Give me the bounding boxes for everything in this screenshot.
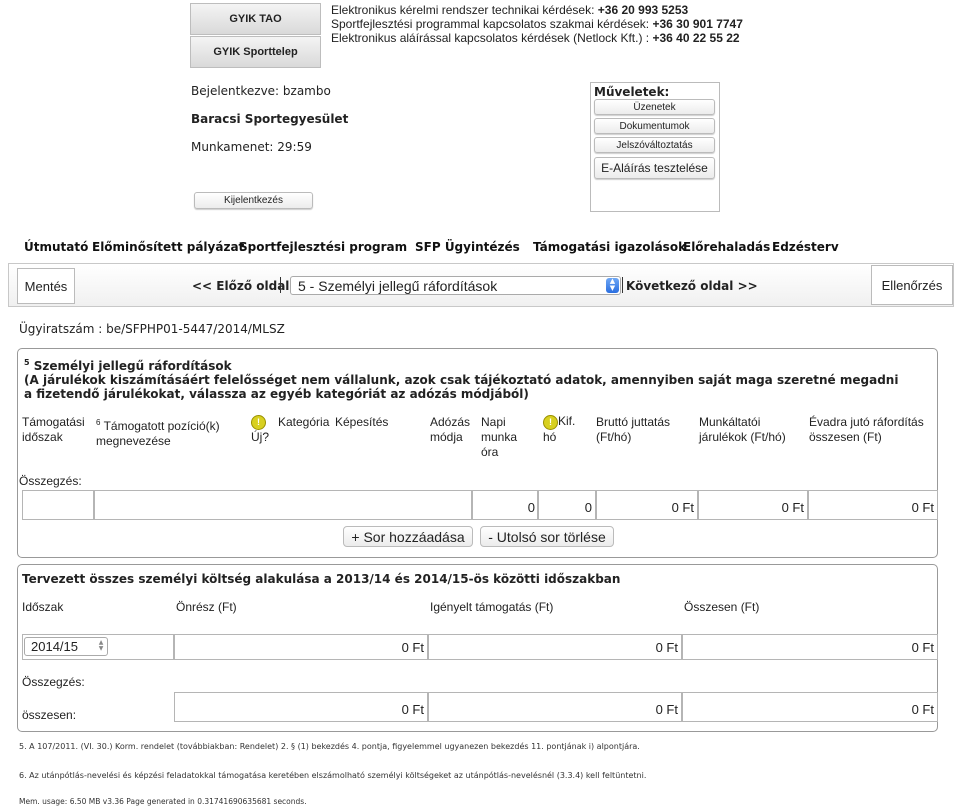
- footnote-ref: 6: [96, 418, 101, 427]
- esign-test-button[interactable]: E-Aláírás tesztelése: [594, 157, 715, 179]
- col-daily-hours: Napi munka óra: [481, 415, 518, 459]
- nav-training-plan[interactable]: Edzésterv: [772, 240, 839, 254]
- check-button[interactable]: Ellenőrzés: [871, 265, 953, 305]
- section2-title: Tervezett összes személyi költség alakulása a 2013/14 és 2014/15-ös közötti időszakban: [22, 572, 621, 586]
- summary-annual-total: 0 Ft: [911, 500, 934, 515]
- file-number: Ügyiratszám : be/SFPHP01-5447/2014/MLSZ: [19, 322, 285, 336]
- summary-months: 0: [584, 500, 592, 515]
- contact-phone: +36 40 22 55 22: [652, 31, 740, 45]
- footnote-ref: 5: [24, 358, 30, 367]
- section-note: (A járulékok kiszámításáért felelősséget nem vállalunk, azok csak tájékoztató adatok, amennyiben saját maga szeretné megadni a fizetendő járulékokat, válassza az egyéb kategóriát az adózás módjából): [24, 373, 899, 401]
- updown-arrow-icon: ▲ ▼: [98, 639, 104, 652]
- contact-label: Elektronikus kérelmi rendszer technikai kérdések:: [331, 3, 598, 17]
- requested-value: 0 Ft: [655, 640, 678, 655]
- col2-total: Összesen (Ft): [684, 600, 760, 614]
- nav-prequalified[interactable]: Előminősített pályázat: [92, 240, 245, 254]
- requested-total-value: 0 Ft: [655, 702, 678, 717]
- col-position: [96, 415, 251, 449]
- summary2-label: Összegzés:: [22, 675, 85, 689]
- contact-line-professional: [331, 17, 743, 31]
- tab-gyik-tao[interactable]: GYIK TAO: [190, 3, 321, 35]
- summary-label: Összegzés:: [19, 474, 82, 488]
- contact-phone: +36 30 901 7747: [652, 17, 743, 31]
- add-row-button[interactable]: + Sor hozzáadása: [343, 526, 473, 547]
- nav-sport-program[interactable]: Sportfejlesztési program: [239, 240, 408, 254]
- total2-label: összesen:: [22, 708, 77, 722]
- col-contributions: Munkáltatói járulékok (Ft/hó): [699, 415, 786, 444]
- documents-button[interactable]: Dokumentumok: [594, 118, 715, 134]
- contact-label: Elektronikus aláírással kapcsolatos kérdések (Netlock Kft.) :: [331, 31, 653, 45]
- prev-page-link[interactable]: << Előző oldal: [192, 279, 290, 293]
- summary-cell: [94, 490, 472, 520]
- nav-guide[interactable]: Útmutató: [24, 240, 89, 254]
- own-total-value: 0 Ft: [401, 702, 424, 717]
- footnote-6: 6. Az utánpótlás-nevelési és képzési feladatokkal támogatása keretében elszámolható személyi költségeket az utánpótlás-nevelésnél (3.3.4) kell feltüntetni.: [19, 771, 647, 780]
- grand-total-value: 0 Ft: [911, 702, 934, 717]
- summary-daily-hours: 0: [527, 500, 535, 515]
- session-timer: Munkamenet: 29:59: [191, 140, 312, 154]
- col-months-text: Kif. hó: [543, 414, 576, 444]
- logged-in-user: Bejelentkezve: bzambo: [191, 84, 331, 98]
- contact-line-technical: [331, 3, 688, 17]
- col-annual-total: Évadra jutó ráfordítás összesen (Ft): [809, 415, 924, 444]
- col-qualification: Képesítés: [335, 415, 389, 429]
- section-title: [24, 358, 232, 373]
- warning-icon[interactable]: !: [543, 415, 558, 430]
- nav-sfp-admin[interactable]: SFP Ügyintézés: [415, 240, 520, 254]
- col-new-text: Új?: [251, 430, 270, 444]
- col-months: [543, 414, 591, 445]
- summary-cell: [22, 490, 94, 520]
- divider: [622, 277, 625, 293]
- period-select[interactable]: [24, 637, 108, 656]
- period-select-value: 2014/15: [31, 639, 78, 654]
- nav-progress[interactable]: Előrehaladás: [683, 240, 771, 254]
- divider: [280, 277, 283, 293]
- contact-phone: +36 20 993 5253: [597, 3, 689, 17]
- password-change-button[interactable]: Jelszóváltoztatás: [594, 137, 715, 153]
- contact-line-esign: [331, 31, 740, 45]
- own-value: 0 Ft: [401, 640, 424, 655]
- page-navigator: [8, 263, 954, 307]
- updown-arrow-icon: ▲ ▼: [606, 278, 619, 293]
- contact-label: Sportfejlesztési programmal kapcsolatos szakmai kérdések:: [331, 17, 653, 31]
- save-button[interactable]: Mentés: [17, 268, 75, 304]
- footnote-5: 5. A 107/2011. (VI. 30.) Korm. rendelet (továbbiakban: Rendelet) 2. § (1) bekezdés 4. pontja, figyelemmel ugyanezen bekezdés 11. pontjának i) alpontjára.: [19, 742, 640, 751]
- total-value: 0 Ft: [911, 640, 934, 655]
- section-title-text: Személyi jellegű ráfordítások: [33, 359, 232, 373]
- next-page-link[interactable]: Következő oldal >>: [626, 279, 758, 293]
- col2-own: Önrész (Ft): [176, 600, 237, 614]
- col2-period: Időszak: [22, 600, 64, 614]
- col2-requested: Igényelt támogatás (Ft): [430, 600, 554, 614]
- logout-button[interactable]: Kijelentkezés: [194, 192, 313, 209]
- page-select-value: 5 - Személyi jellegű ráfordítások: [298, 278, 498, 294]
- col-new: [251, 414, 269, 445]
- tab-gyik-sporttelep[interactable]: GYIK Sporttelep: [190, 36, 321, 68]
- col-gross: Bruttó juttatás (Ft/hó): [596, 415, 671, 444]
- col-position-text: Támogatott pozíció(k) megnevezése: [96, 419, 220, 448]
- page-select[interactable]: [290, 276, 621, 295]
- col-period: Támogatási időszak: [22, 415, 85, 444]
- actions-title: Műveletek:: [594, 85, 670, 99]
- memory-usage: Mem. usage: 6.50 MB v3.36 Page generated in 0.31741690635681 seconds.: [19, 797, 307, 806]
- nav-support-certificates[interactable]: Támogatási igazolások: [533, 240, 687, 254]
- summary-contributions: 0 Ft: [781, 500, 804, 515]
- messages-button[interactable]: Üzenetek: [594, 99, 715, 115]
- col-category: Kategória: [278, 415, 330, 429]
- summary-gross: 0 Ft: [671, 500, 694, 515]
- remove-last-row-button[interactable]: - Utolsó sor törlése: [480, 526, 614, 547]
- organization-name: Baracsi Sportegyesület: [191, 112, 349, 126]
- warning-icon[interactable]: !: [251, 415, 266, 430]
- col-tax-mode: Adózás módja: [430, 415, 471, 444]
